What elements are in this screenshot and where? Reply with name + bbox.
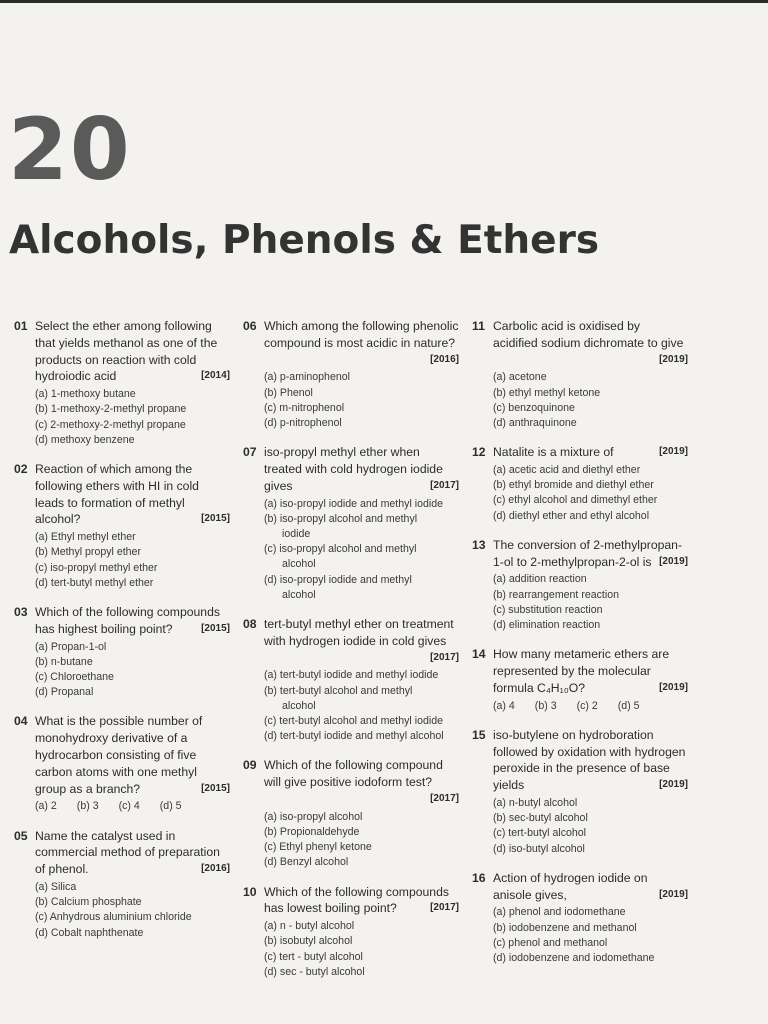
option: (c) Chloroethane: [35, 671, 114, 683]
question-07: [243, 444, 459, 603]
question-number: 01: [14, 319, 28, 333]
options-list: [264, 810, 459, 871]
option: (c) substitution reaction: [493, 603, 603, 616]
option: (b) tert-butyl alcohol and methyl: [264, 684, 413, 697]
question-year: [2016]: [430, 353, 459, 365]
option: (c) ethyl alcohol and dimethyl ether: [493, 494, 658, 507]
option: (c) tert-butyl alcohol: [493, 827, 587, 840]
question-text: The conversion of 2-methylpropan-1-ol to 2-methylpropan-2-ol is: [493, 537, 683, 569]
option: (d) 5: [617, 699, 640, 712]
question-number: 16: [472, 870, 486, 885]
question-16: [472, 870, 688, 966]
question-09: [243, 757, 459, 870]
question-text: Reaction of which among the following ethers with HI in cold leads to formation of methyl alcohol?: [35, 462, 199, 527]
question-text: What is the possible number of monohydroxy derivative of a hydrocarbon consisting of five carbon atoms with one methyl group as a branch?: [35, 714, 203, 796]
option: (d) Cobalt naphthenate: [35, 926, 144, 939]
question-year: [2016]: [201, 863, 230, 875]
option: (b) sec-butyl alcohol: [493, 812, 588, 825]
option: (d) methoxy benzene: [35, 433, 135, 446]
option: (d) anthraquinone: [493, 417, 577, 429]
options-list: [493, 699, 688, 714]
option: (b) 1-methoxy-2-methyl propane: [35, 403, 187, 416]
question-number: 15: [472, 727, 486, 742]
option: (d) sec - butyl alcohol: [264, 965, 365, 978]
question-04: [14, 713, 230, 814]
question-12: [472, 444, 688, 524]
option: alcohol: [282, 558, 316, 571]
option: (b) n-butane: [35, 655, 93, 668]
option: (a) acetone: [493, 371, 547, 384]
option: (a) p-aminophenol: [264, 371, 350, 384]
option: (a) Silica: [35, 880, 77, 893]
option: (c) tert-butyl alcohol and methyl iodide: [264, 715, 444, 728]
question-number: 07: [243, 445, 257, 460]
option: (a) Propan-1-ol: [35, 640, 107, 653]
question-text: Which among the following phenolic compound is most acidic in nature?: [264, 319, 459, 350]
option: (a) Ethyl methyl ether: [35, 531, 136, 544]
options-list: [264, 919, 459, 980]
question-year: [2019]: [659, 779, 688, 791]
question-year: [2019]: [659, 888, 688, 900]
option: (d) p-nitrophenol: [264, 417, 342, 429]
question-year: [2017]: [430, 479, 459, 491]
options-list: [264, 370, 459, 431]
question-number: 14: [472, 647, 486, 662]
question-number: 10: [243, 884, 257, 899]
question-text: Action of hydrogen iodide on anisole gives,: [493, 870, 648, 902]
option: (a) 4: [493, 699, 515, 712]
option: (b) isobutyl alcohol: [264, 935, 353, 948]
options-list: [493, 796, 688, 857]
option: (c) benzoquinone: [493, 401, 575, 414]
chapter-title: Alcohols, Phenols & Ethers: [9, 218, 600, 263]
option: (c) 2-methoxy-2-methyl propane: [35, 418, 186, 431]
option: iodide: [282, 528, 311, 540]
options-list: [35, 880, 230, 941]
option: (c) Anhydrous aluminium chloride: [35, 911, 192, 924]
option: (c) Ethyl phenyl ketone: [264, 841, 372, 854]
option: (a) iso-propyl iodide and methyl iodide: [264, 497, 444, 510]
question-text: Carbolic acid is oxidised by acidified sodium dichromate to give: [493, 319, 684, 350]
question-05: [14, 828, 230, 941]
question-14: [472, 646, 688, 714]
option: (a) tert-butyl iodide and methyl iodide: [264, 669, 439, 682]
option: (d) tert-butyl iodide and methyl alcohol: [264, 730, 444, 743]
option: (a) 2: [35, 800, 57, 813]
option: (b) 3: [76, 800, 99, 813]
option: (c) m-nitrophenol: [264, 401, 345, 414]
question-text: iso-butylene on hydroboration followed by oxidation with hydrogen peroxide in the presence of base yields: [493, 727, 686, 793]
option: (d) elimination reaction: [493, 619, 601, 632]
column-3: [472, 318, 688, 979]
option: alcohol: [282, 588, 316, 601]
question-year: [2019]: [659, 446, 688, 458]
question-year: [2017]: [430, 902, 459, 914]
option: (b) Phenol: [264, 386, 313, 399]
question-13: [472, 537, 688, 633]
option: (b) iso-propyl alcohol and methyl: [264, 512, 418, 525]
option: (b) rearrangement reaction: [493, 588, 620, 601]
question-08: [243, 616, 459, 744]
options-list: [493, 572, 688, 633]
option: (c) tert - butyl alcohol: [264, 950, 363, 963]
option: (b) Methyl propyl ether: [35, 546, 141, 559]
option: (b) 3: [534, 699, 557, 712]
option: (d) Propanal: [35, 686, 94, 699]
options-list: [493, 370, 688, 431]
options-list: [264, 668, 459, 744]
question-year: [2015]: [201, 513, 230, 525]
question-year: [2019]: [659, 353, 688, 365]
option: (c) 2: [576, 699, 598, 712]
option: (d) iodobenzene and iodomethane: [493, 952, 655, 965]
question-year: [2019]: [659, 681, 688, 693]
option: (a) 1-methoxy butane: [35, 388, 136, 401]
question-text: Which of the following compounds has lowest boiling point?: [264, 884, 449, 916]
option: (a) addition reaction: [493, 573, 587, 586]
question-text: iso-propyl methyl ether when treated with cold hydrogen iodide gives: [264, 445, 443, 493]
option: (c) iso-propyl alcohol and methyl: [264, 543, 417, 556]
option: (d) 5: [159, 800, 182, 813]
option: (a) phenol and iodomethane: [493, 906, 626, 919]
option: (c) 4: [118, 800, 140, 813]
option: (a) n - butyl alcohol: [264, 920, 355, 933]
question-number: 12: [472, 445, 486, 460]
question-number: 13: [472, 537, 486, 552]
question-text: Select the ether among following that yields methanol as one of the products on reaction with cold hydroiodic acid: [35, 319, 218, 384]
options-list: [35, 530, 230, 591]
question-number: 03: [14, 605, 28, 619]
question-03: [14, 604, 230, 700]
option: (b) Propionaldehyde: [264, 826, 360, 839]
question-text: How many metameric ethers are represented by the molecular formula C₄H₁₀O?: [493, 647, 670, 695]
options-list: [493, 905, 688, 966]
question-10: [243, 884, 459, 980]
option: (b) ethyl bromide and diethyl ether: [493, 479, 654, 492]
question-text: tert-butyl methyl ether on treatment with hydrogen iodide in cold gives: [264, 617, 454, 648]
question-number: 05: [14, 828, 28, 843]
column-2: [243, 318, 459, 993]
option: (b) Calcium phosphate: [35, 896, 142, 909]
question-06: [243, 318, 459, 431]
question-year: [2015]: [201, 782, 230, 794]
options-list: [35, 640, 230, 701]
question-text: Natalite is a mixture of: [493, 445, 614, 460]
question-15: [472, 727, 688, 857]
question-text: Which of the following compound will give positive iodoform test?: [264, 758, 443, 790]
option: (d) iso-propyl iodide and methyl: [264, 573, 412, 586]
question-year: [2019]: [659, 555, 688, 567]
question-number: 06: [243, 319, 257, 333]
question-year: [2014]: [201, 370, 230, 382]
option: (d) iso-butyl alcohol: [493, 842, 585, 855]
question-year: [2015]: [201, 622, 230, 634]
column-1: [14, 318, 230, 954]
option: (a) iso-propyl alcohol: [264, 810, 363, 823]
question-01: [14, 318, 230, 448]
question-number: 08: [243, 617, 257, 632]
question-number: 11: [472, 319, 485, 333]
question-year: [2017]: [430, 793, 459, 805]
option: alcohol: [282, 699, 316, 712]
option: (a) n-butyl alcohol: [493, 797, 578, 809]
question-02: [14, 461, 230, 591]
question-number: 04: [14, 714, 28, 729]
question-number: 09: [243, 758, 257, 773]
option: (a) acetic acid and diethyl ether: [493, 464, 641, 476]
options-list: [264, 497, 459, 603]
question-number: 02: [14, 462, 28, 476]
option: (d) diethyl ether and ethyl alcohol: [493, 509, 650, 522]
question-text: Name the catalyst used in commercial method of preparation of phenol.: [35, 828, 220, 877]
question-year: [2017]: [430, 651, 459, 663]
question-text: Which of the following compounds has highest boiling point?: [35, 605, 220, 636]
option: (d) tert-butyl methyl ether: [35, 576, 154, 589]
options-list: [35, 799, 230, 814]
question-11: [472, 318, 688, 431]
option: (d) Benzyl alcohol: [264, 856, 349, 869]
options-list: [493, 463, 688, 524]
option: (b) iodobenzene and methanol: [493, 921, 637, 934]
option: (c) iso-propyl methyl ether: [35, 561, 158, 574]
chapter-number: 20: [8, 100, 132, 200]
option: (c) phenol and methanol: [493, 936, 608, 949]
options-list: [35, 387, 230, 448]
top-rule: [0, 0, 768, 3]
option: (b) ethyl methyl ketone: [493, 386, 601, 399]
